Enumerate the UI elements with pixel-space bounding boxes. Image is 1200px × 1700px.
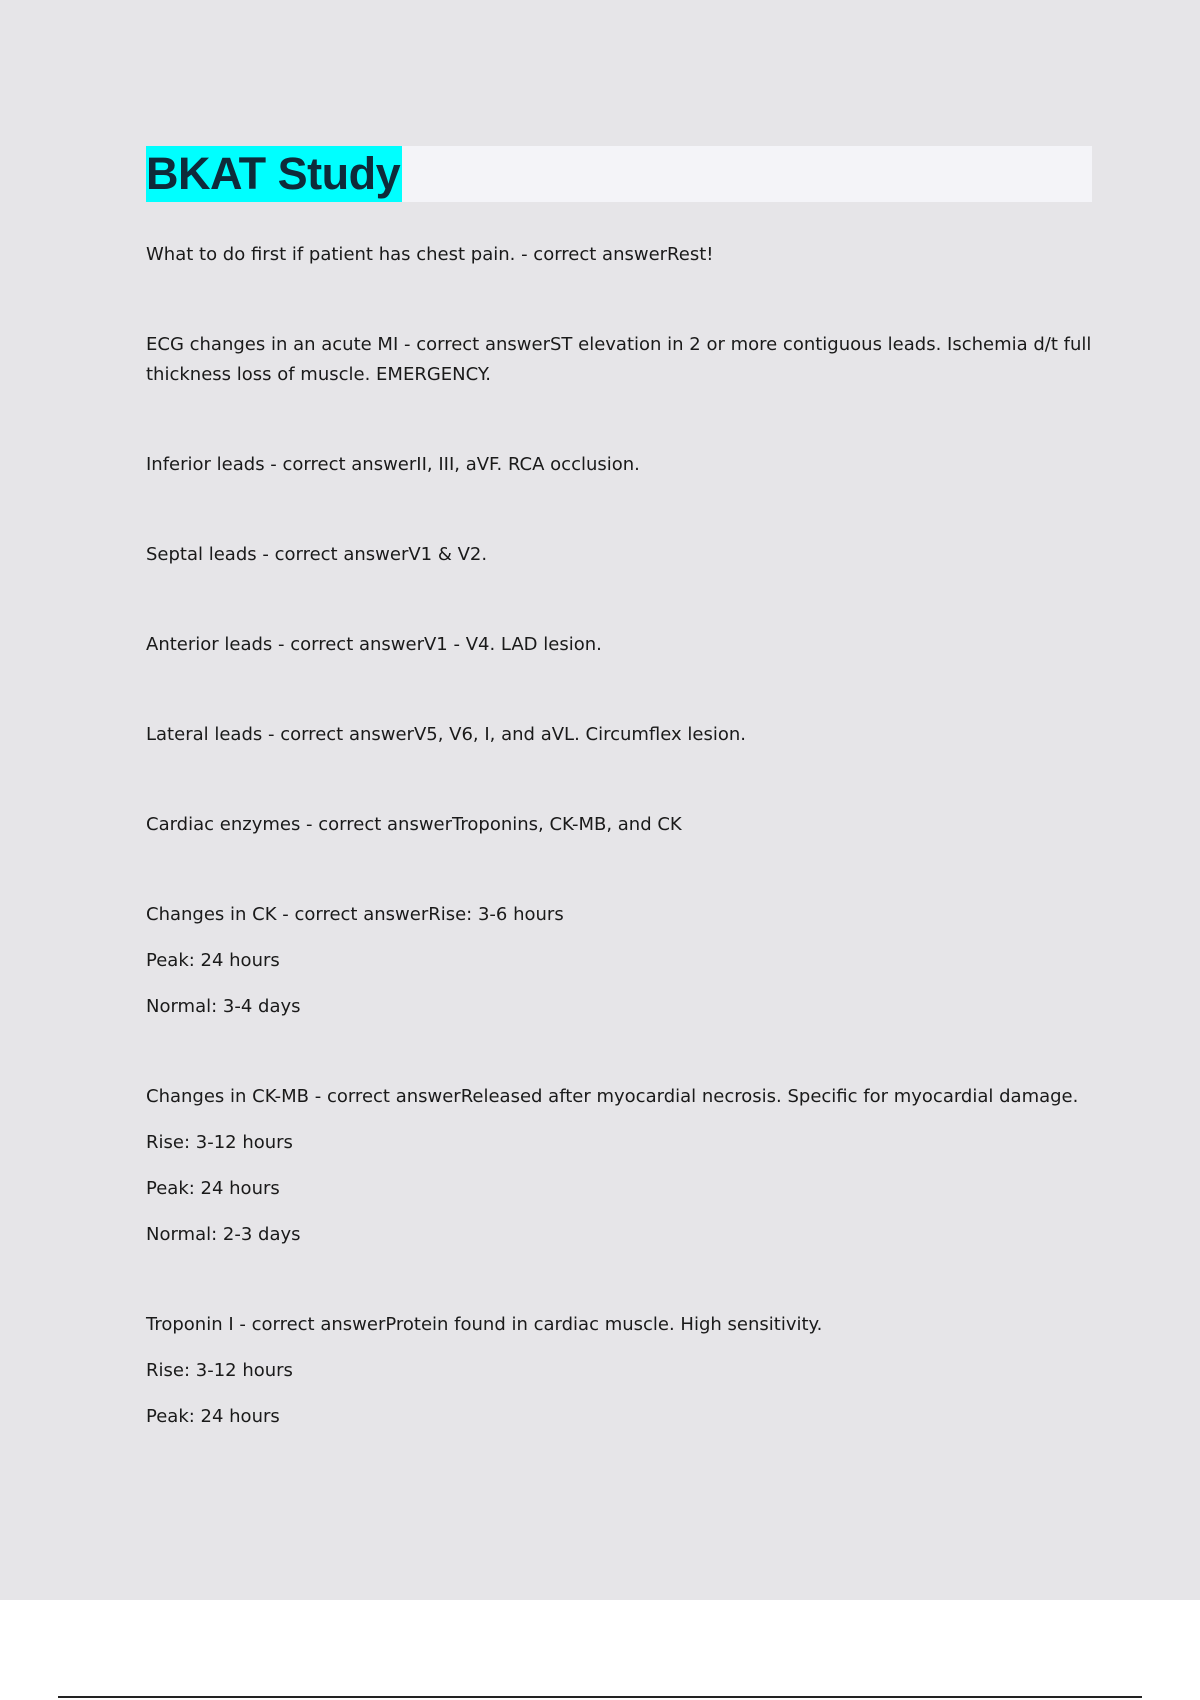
qa-line: Rise: 3-12 hours <box>146 1132 293 1153</box>
qa-line: ECG changes in an acute MI - correct answerST elevation in 2 or more contiguous leads. Ischemia d/t full thickness loss of muscle. EMERGENCY. <box>146 334 1092 385</box>
qa-line: Peak: 24 hours <box>146 950 280 971</box>
document-title: BKAT Study <box>146 146 402 202</box>
qa-line: Changes in CK - correct answerRise: 3-6 hours <box>146 904 564 925</box>
qa-line: What to do first if patient has chest pain. - correct answerRest! <box>146 244 714 265</box>
qa-entry <box>146 810 1096 840</box>
qa-entry <box>146 450 1096 480</box>
qa-entry <box>146 1310 1096 1432</box>
qa-entry <box>146 900 1096 1022</box>
qa-line: Troponin I - correct answerProtein found in cardiac muscle. High sensitivity. <box>146 1314 823 1335</box>
qa-line: Normal: 2-3 days <box>146 1224 301 1245</box>
qa-line: Peak: 24 hours <box>146 1178 280 1199</box>
qa-entry <box>146 540 1096 570</box>
qa-entry <box>146 1082 1096 1250</box>
qa-line: Cardiac enzymes - correct answerTroponins, CK-MB, and CK <box>146 814 682 835</box>
qa-line: Peak: 24 hours <box>146 1406 280 1427</box>
qa-entry <box>146 330 1096 390</box>
qa-line: Changes in CK-MB - correct answerReleased after myocardial necrosis. Specific for myocardial damage. <box>146 1086 1079 1107</box>
qa-line: Normal: 3-4 days <box>146 996 301 1017</box>
qa-line: Rise: 3-12 hours <box>146 1360 293 1381</box>
qa-entry <box>146 240 1096 270</box>
qa-line: Lateral leads - correct answerV5, V6, I, and aVL. Circumflex lesion. <box>146 724 747 745</box>
footer-divider <box>58 1696 1142 1698</box>
qa-entry <box>146 720 1096 750</box>
qa-line: Inferior leads - correct answerII, III, aVF. RCA occlusion. <box>146 454 640 475</box>
qa-line: Septal leads - correct answerV1 & V2. <box>146 544 488 565</box>
qa-entry <box>146 630 1096 660</box>
document-body <box>146 240 1096 1432</box>
qa-line: Anterior leads - correct answerV1 - V4. LAD lesion. <box>146 634 602 655</box>
